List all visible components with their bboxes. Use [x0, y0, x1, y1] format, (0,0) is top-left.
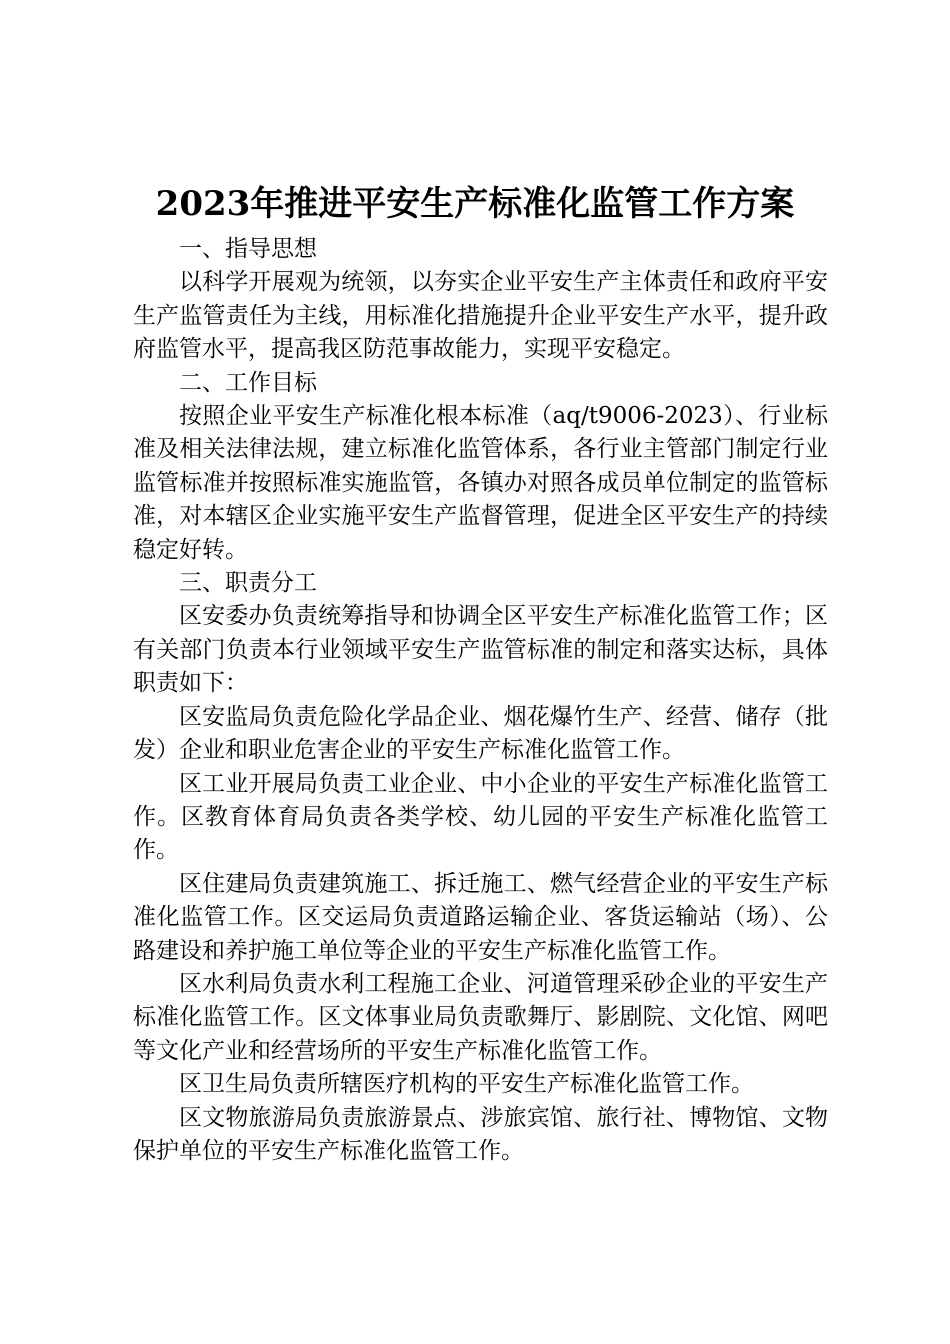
paragraph-work-goals: 按照企业平安生产标准化根本标准（aq/t9006-2023）、行业标准及相关法律法规，建立标准化监管体系，各行业主管部门制定行业监管标准并按照标准实施监管，各镇办对照各成员单位制定的监管标准，对本辖区企业实施平安生产监督管理，促进全区平安生产的持续稳定好转。	[133, 403, 828, 563]
paragraph-health: 区卫生局负责所辖医疗机构的平安生产标准化监管工作。	[179, 1071, 754, 1098]
paragraph-safety-bureau: 区安监局负责危险化学品企业、烟花爆竹生产、经营、储存（批发）企业和职业危害企业的平安生产标准化监管工作。	[133, 703, 828, 764]
paragraph-water-culture: 区水利局负责水利工程施工企业、河道管理采砂企业的平安生产标准化监管工作。区文体事业局负责歌舞厅、影剧院、文化馆、网吧等文化产业和经营场所的平安生产标准化监管工作。	[133, 970, 828, 1064]
paragraph-tourism: 区文物旅游局负责旅游景点、涉旅宾馆、旅行社、博物馆、文物保护单位的平安生产标准化监管工作。	[133, 1104, 828, 1164]
section-heading-work-goals: 二、工作目标	[179, 369, 317, 396]
document-body	[133, 233, 828, 1168]
paragraph-construction-transport: 区住建局负责建筑施工、拆迁施工、燃气经营企业的平安生产标准化监管工作。区交运局负责道路运输企业、客货运输站（场）、公路建设和养护施工单位等企业的平安生产标准化监管工作。	[133, 870, 828, 964]
document-title: 2023年推进平安生产标准化监管工作方案	[155, 184, 795, 224]
paragraph-responsibilities-intro: 区安委办负责统筹指导和协调全区平安生产标准化监管工作；区有关部门负责本行业领域平安生产监管标准的制定和落实达标，具体职责如下：	[133, 603, 828, 697]
paragraph-industry-education: 区工业开展局负责工业企业、中小企业的平安生产标准化监管工作。区教育体育局负责各类学校、幼儿园的平安生产标准化监管工作。	[133, 770, 828, 864]
section-heading-guiding-ideology: 一、指导思想	[179, 236, 317, 262]
section-heading-responsibilities: 三、职责分工	[179, 570, 317, 597]
paragraph-guiding-ideology: 以科学开展观为统领，以夯实企业平安生产主体责任和政府平安生产监管责任为主线，用标准化措施提升企业平安生产水平，提升政府监管水平，提高我区防范事故能力，实现平安稳定。	[133, 269, 828, 363]
